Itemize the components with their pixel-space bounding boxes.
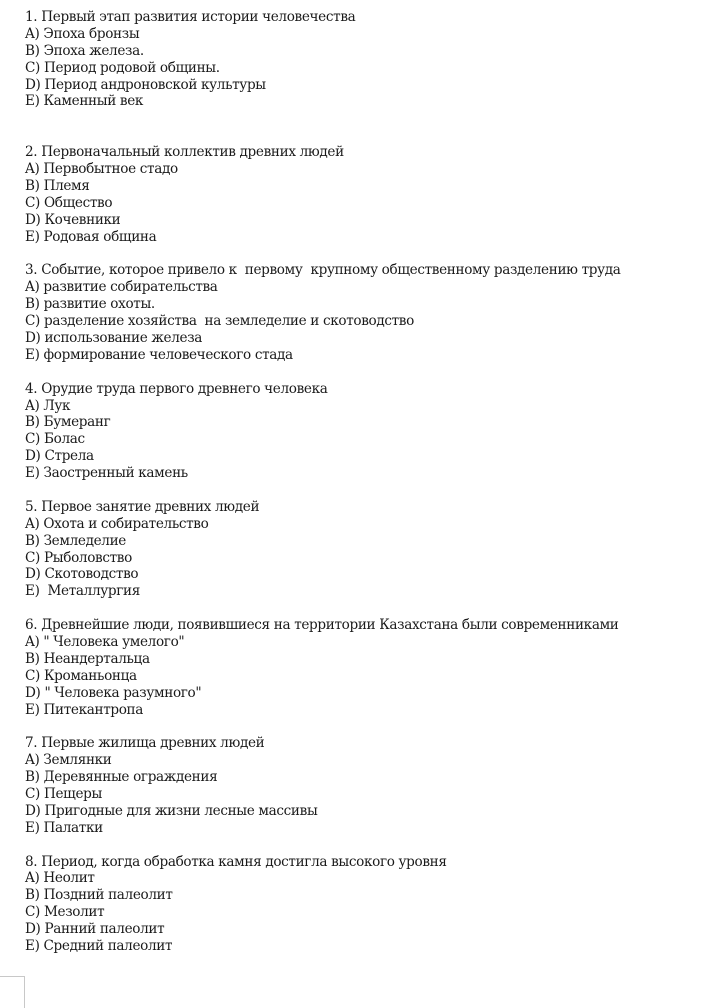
document-body — [25, 9, 695, 955]
answer-option: B) Племя — [25, 177, 90, 194]
answer-option: A) " Человека умелого" — [25, 633, 185, 650]
answer-option: C) Общество — [25, 194, 113, 211]
spacer — [25, 110, 695, 144]
answer-option: B) Земледелие — [25, 532, 126, 549]
question-5 — [25, 499, 695, 600]
answer-option: A) развитие собирательства — [25, 279, 218, 296]
spacer — [25, 837, 695, 854]
answer-option: D) " Человека разумного" — [25, 684, 202, 701]
spacer — [25, 600, 695, 617]
answer-option: A) Землянки — [25, 752, 112, 769]
question-text: 7. Первые жилища древних людей — [25, 735, 265, 752]
answer-option: E) Заостренный камень — [25, 465, 188, 482]
answer-option: A) Охота и собирательство — [25, 515, 209, 532]
answer-option: E) Родовая община — [25, 228, 157, 245]
answer-option: E) Каменный век — [25, 93, 144, 110]
answer-option: D) Пригодные для жизни лесные массивы — [25, 802, 318, 819]
answer-option: A) Лук — [25, 397, 71, 414]
answer-option: B) Деревянные ограждения — [25, 769, 218, 786]
spacer — [25, 482, 695, 499]
answer-option: C) разделение хозяйства на земледелие и скотоводство — [25, 313, 414, 330]
answer-option: E) Металлургия — [25, 583, 140, 600]
question-4 — [25, 381, 695, 482]
question-text: 3. Событие, которое привело к первому крупному общественному разделению труда — [25, 262, 621, 279]
question-text: 4. Орудие труда первого древнего человека — [25, 380, 328, 397]
answer-option: B) Эпоха железа. — [25, 42, 144, 59]
answer-option: D) использование железа — [25, 329, 203, 346]
answer-option: B) Неандертальца — [25, 650, 150, 667]
answer-option: B) развитие охоты. — [25, 296, 155, 313]
answer-option: C) Болас — [25, 431, 85, 448]
question-1 — [25, 9, 695, 110]
answer-option: C) Пещеры — [25, 785, 102, 802]
answer-option: A) Эпоха бронзы — [25, 25, 140, 42]
answer-option: E) Палатки — [25, 819, 103, 836]
answer-option: D) Стрела — [25, 448, 94, 465]
spacer — [25, 245, 695, 262]
answer-option: E) Питекантропа — [25, 701, 144, 718]
question-text: 2. Первоначальный коллектив древних людей — [25, 144, 344, 161]
question-text: 5. Первое занятие древних людей — [25, 498, 260, 515]
answer-option: C) Рыболовство — [25, 549, 132, 566]
question-8 — [25, 854, 695, 955]
answer-option: C) Мезолит — [25, 904, 105, 921]
answer-option: D) Ранний палеолит — [25, 921, 165, 938]
spacer — [25, 364, 695, 381]
question-2 — [25, 144, 695, 245]
answer-option: C) Кроманьонца — [25, 667, 137, 684]
page-corner-mark — [0, 976, 25, 1008]
question-text: 1. Первый этап развития истории человечества — [25, 9, 356, 25]
answer-option: B) Бумеранг — [25, 414, 111, 431]
question-6 — [25, 617, 695, 718]
answer-option: D) Кочевники — [25, 211, 121, 228]
answer-option: C) Период родовой общины. — [25, 59, 220, 76]
spacer — [25, 718, 695, 735]
answer-option: A) Неолит — [25, 870, 95, 887]
answer-option: D) Скотоводство — [25, 566, 139, 583]
question-7 — [25, 735, 695, 836]
answer-option: B) Поздний палеолит — [25, 887, 173, 904]
answer-option: E) Средний палеолит — [25, 938, 173, 954]
answer-option: E) формирование человеческого стада — [25, 346, 293, 363]
question-text: 8. Период, когда обработка камня достигла высокого уровня — [25, 853, 447, 870]
question-text: 6. Древнейшие люди, появившиеся на территории Казахстана были современниками — [25, 617, 619, 634]
answer-option: D) Период андроновской культуры — [25, 76, 266, 93]
question-3 — [25, 262, 695, 363]
answer-option: A) Первобытное стадо — [25, 161, 178, 178]
